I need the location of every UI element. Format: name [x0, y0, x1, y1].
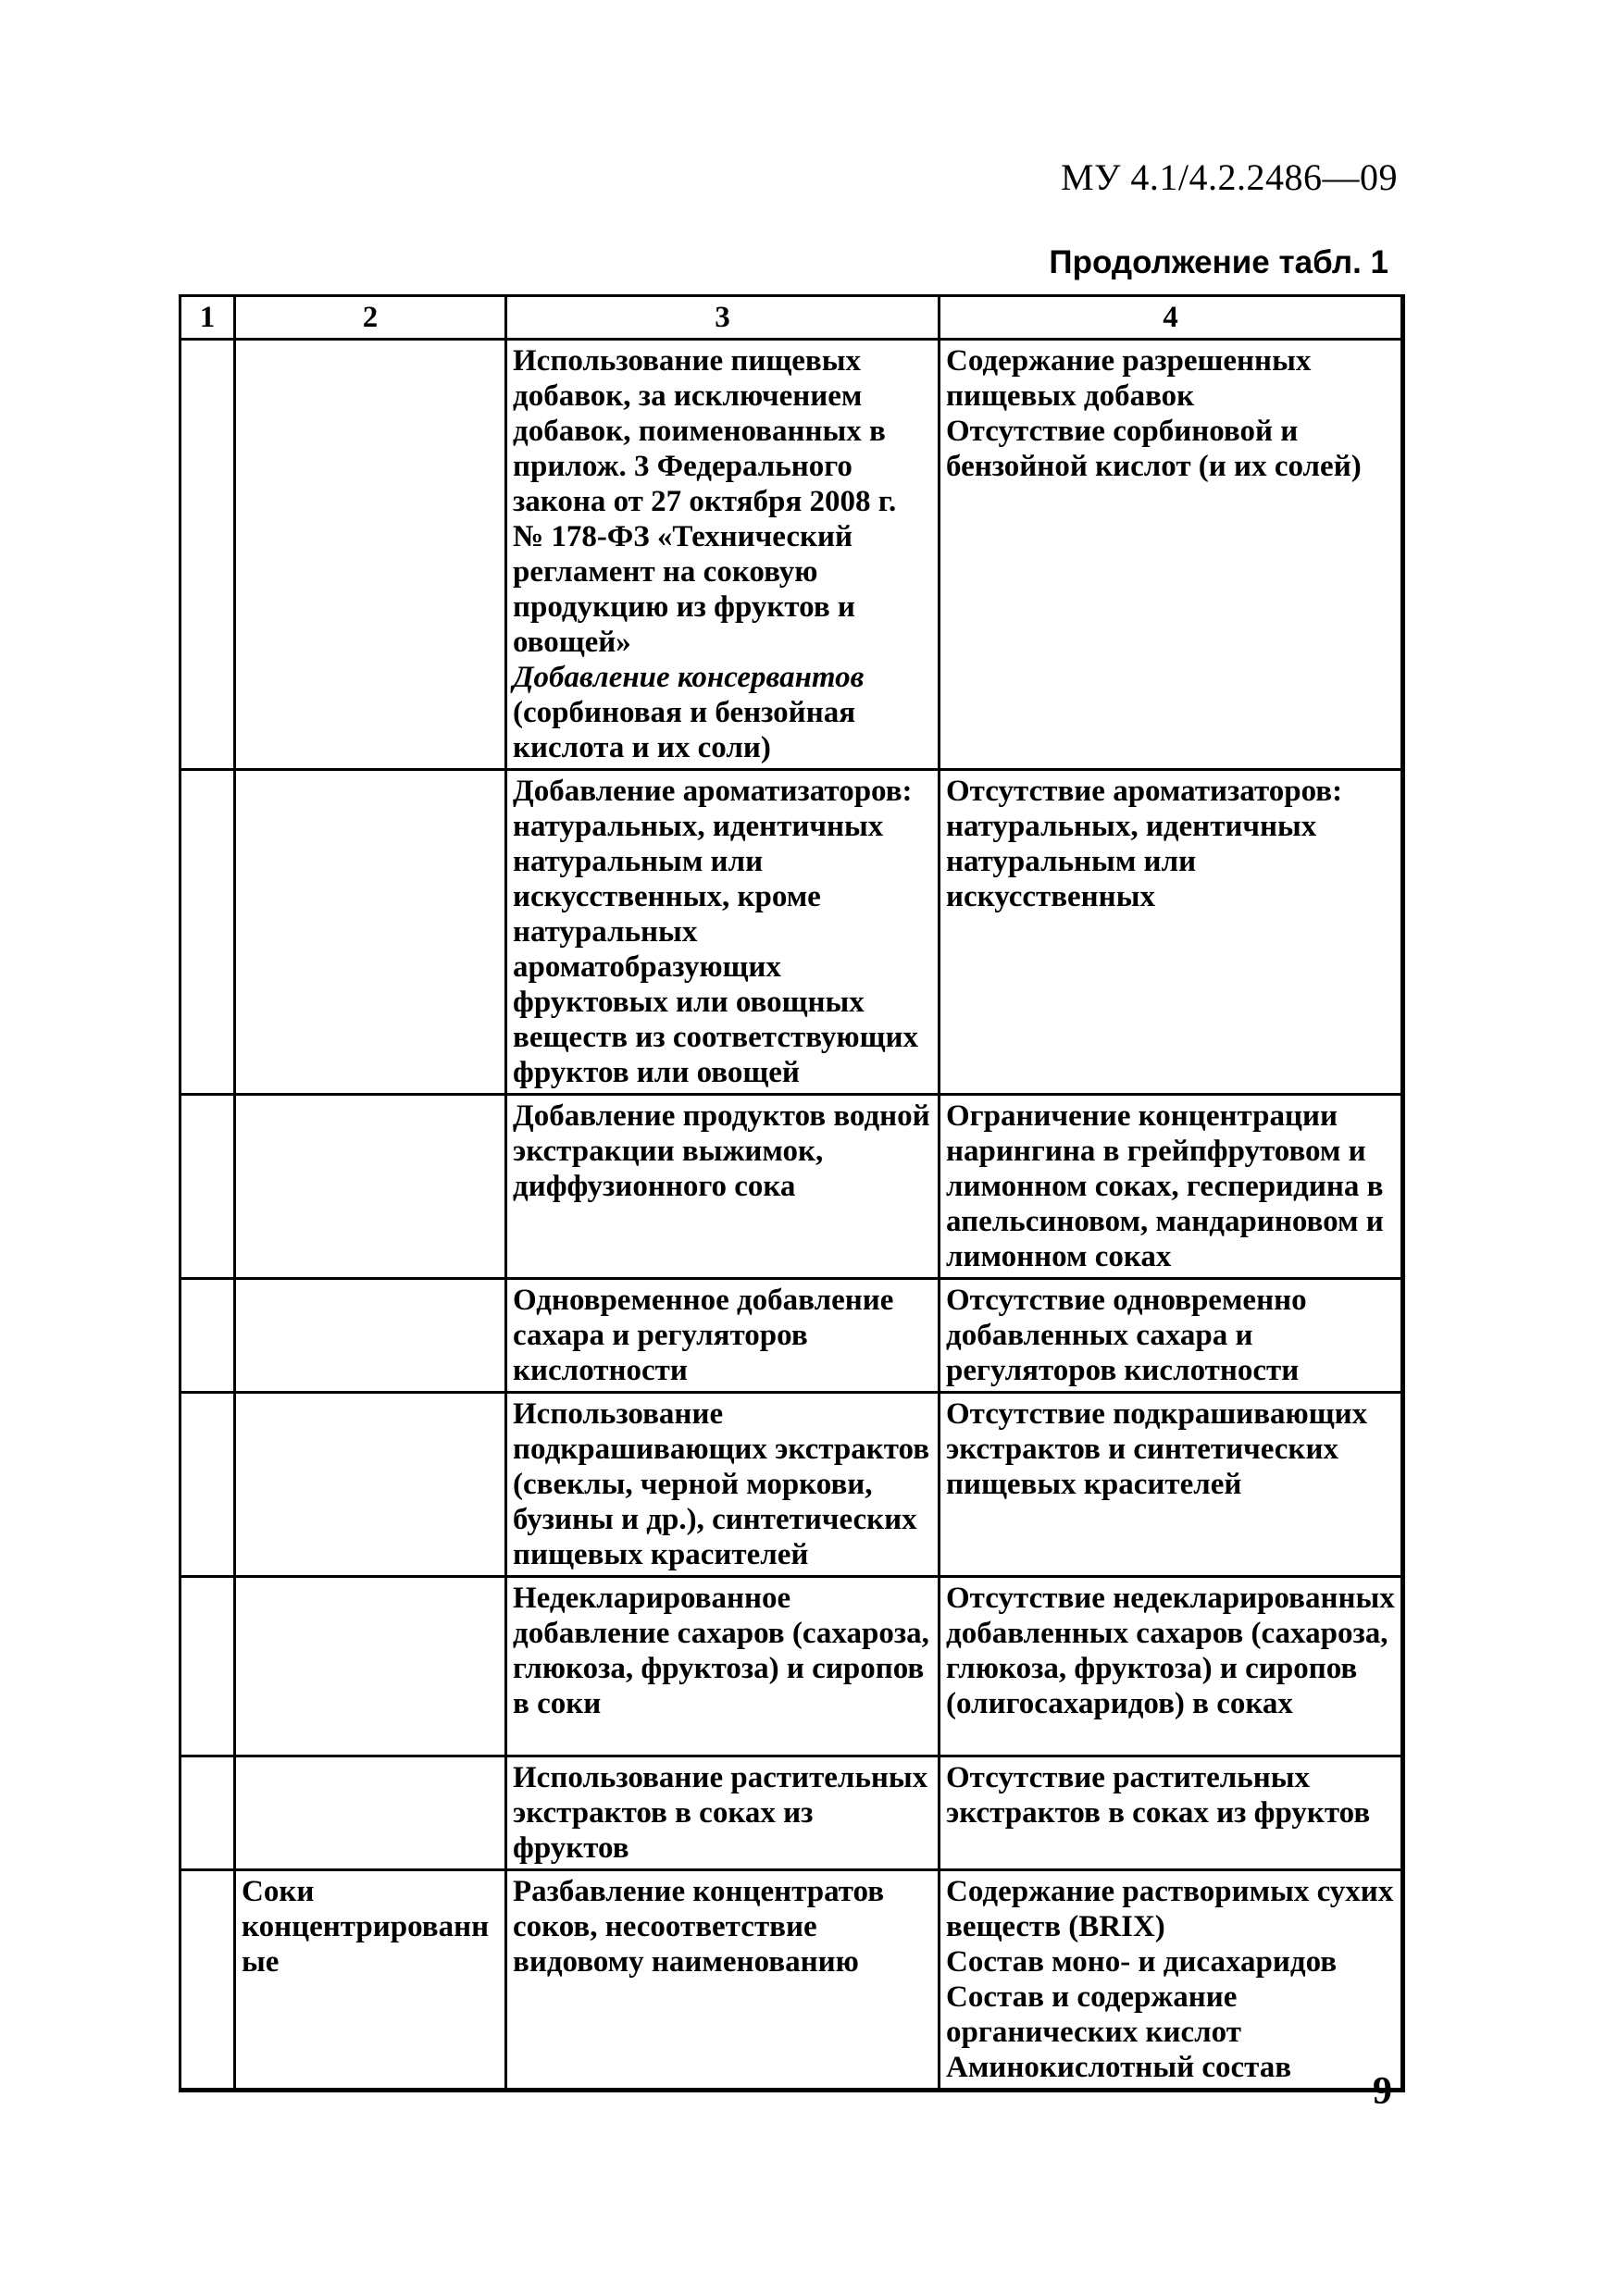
cell-paragraph: (сорбиновая и бензойная кислота и их соли)	[513, 696, 856, 764]
cell-col-1	[180, 1577, 235, 1756]
cell-falsification-method	[506, 1095, 940, 1279]
cell-falsification-method	[506, 1756, 940, 1870]
table-body	[180, 340, 1403, 2091]
cell-col-1	[180, 1870, 235, 2091]
cell-col-1	[180, 340, 235, 770]
table-row	[180, 1756, 1403, 1870]
table-row	[180, 1577, 1403, 1756]
cell-paragraph: Отсутствие сорбиновой и бензойной кислот (и их солей)	[946, 415, 1362, 483]
cell-paragraph: Отсутствие подкрашивающих экстрактов и синтетических пищевых красителей	[946, 1397, 1368, 1501]
cell-control-indicator	[940, 340, 1403, 770]
cell-control-indicator	[940, 1279, 1403, 1393]
cell-paragraph: Отсутствие ароматизаторов: натуральных, идентичных натуральным или искусственных	[946, 775, 1343, 913]
table-continuation-label: Продолжение табл. 1	[1049, 244, 1388, 280]
cell-paragraph: Содержание растворимых сухих веществ (BRIX)	[946, 1875, 1394, 1943]
cell-product-group	[235, 1577, 506, 1756]
cell-paragraph: Добавление продуктов водной экстракции выжимок, диффузионного сока	[513, 1099, 930, 1203]
cell-control-indicator	[940, 1393, 1403, 1577]
cell-paragraph: Состав моно- и дисахаридов	[946, 1945, 1338, 1979]
header-col-2: 2	[235, 296, 506, 340]
cell-col-1	[180, 1756, 235, 1870]
cell-product-group	[235, 1095, 506, 1279]
table-row	[180, 1279, 1403, 1393]
cell-control-indicator	[940, 1577, 1403, 1756]
cell-paragraph: Ограничение концентрации нарингина в грейпфрутовом и лимонном соках, гесперидина в апельсиновом, мандариновом и лимонном соках	[946, 1099, 1384, 1273]
cell-falsification-method	[506, 340, 940, 770]
document-code: МУ 4.1/4.2.2486—09	[1061, 156, 1398, 198]
cell-paragraph: Состав и содержание органических кислот	[946, 1980, 1241, 2049]
cell-paragraph: Аминокислотный состав	[946, 2051, 1292, 2084]
cell-falsification-method	[506, 1870, 940, 2091]
table-row	[180, 340, 1403, 770]
cell-col-1	[180, 1393, 235, 1577]
requirements-table	[179, 294, 1405, 2092]
page-number: 9	[1373, 2070, 1392, 2113]
cell-col-1	[180, 1279, 235, 1393]
cell-product-group	[235, 1279, 506, 1393]
cell-control-indicator	[940, 770, 1403, 1095]
cell-product-group	[235, 340, 506, 770]
cell-paragraph: Добавление ароматизаторов: натуральных, идентичных натуральным или искусственных, кроме натуральных ароматобразующих фруктовых или овощных веществ из соответствующих фруктов или овощей	[513, 775, 918, 1089]
cell-product-group	[235, 770, 506, 1095]
cell-paragraph: Отсутствие растительных экстрактов в соках из фруктов	[946, 1761, 1371, 1830]
cell-falsification-method	[506, 1577, 940, 1756]
table-row	[180, 1393, 1403, 1577]
cell-paragraph: Использование растительных экстрактов в соках из фруктов	[513, 1761, 928, 1865]
header-col-4: 4	[940, 296, 1403, 340]
cell-falsification-method	[506, 770, 940, 1095]
cell-product-group: Соки концентрированные	[235, 1870, 506, 2091]
cell-control-indicator	[940, 1095, 1403, 1279]
cell-paragraph: Использование подкрашивающих экстрактов (свеклы, черной моркови, бузины и др.), синтетических пищевых красителей	[513, 1397, 930, 1571]
cell-col-1	[180, 1095, 235, 1279]
cell-paragraph: Добавление консервантов	[513, 661, 865, 694]
header-col-3: 3	[506, 296, 940, 340]
cell-product-group	[235, 1393, 506, 1577]
cell-col-1	[180, 770, 235, 1095]
cell-control-indicator	[940, 1870, 1403, 2091]
cell-paragraph: Использование пищевых добавок, за исключением добавок, поименованных в прилож. 3 Федерального закона от 27 октября 2008 г. № 178-ФЗ «Технический регламент на соковую продукцию из фруктов и овощей»	[513, 344, 897, 659]
table-row	[180, 1870, 1403, 2091]
cell-paragraph: Отсутствие одновременно добавленных сахара и регуляторов кислотности	[946, 1284, 1307, 1387]
cell-falsification-method	[506, 1393, 940, 1577]
cell-product-group	[235, 1756, 506, 1870]
header-col-1: 1	[180, 296, 235, 340]
cell-paragraph: Одновременное добавление сахара и регуляторов кислотности	[513, 1284, 894, 1387]
cell-paragraph: Содержание разрешенных пищевых добавок	[946, 344, 1312, 413]
cell-paragraph: Отсутствие недекларированных добавленных сахаров (сахароза, глюкоза, фруктоза) и сиропов (олигосахаридов) в соках	[946, 1582, 1395, 1720]
cell-falsification-method	[506, 1279, 940, 1393]
table-row	[180, 1095, 1403, 1279]
cell-paragraph: Разбавление концентратов соков, несоответствие видовому наименованию	[513, 1875, 885, 1979]
cell-paragraph: Недекларированное добавление сахаров (сахароза, глюкоза, фруктоза) и сиропов в соки	[513, 1582, 929, 1720]
cell-control-indicator	[940, 1756, 1403, 1870]
table-header-row	[180, 296, 1403, 340]
table-row	[180, 770, 1403, 1095]
